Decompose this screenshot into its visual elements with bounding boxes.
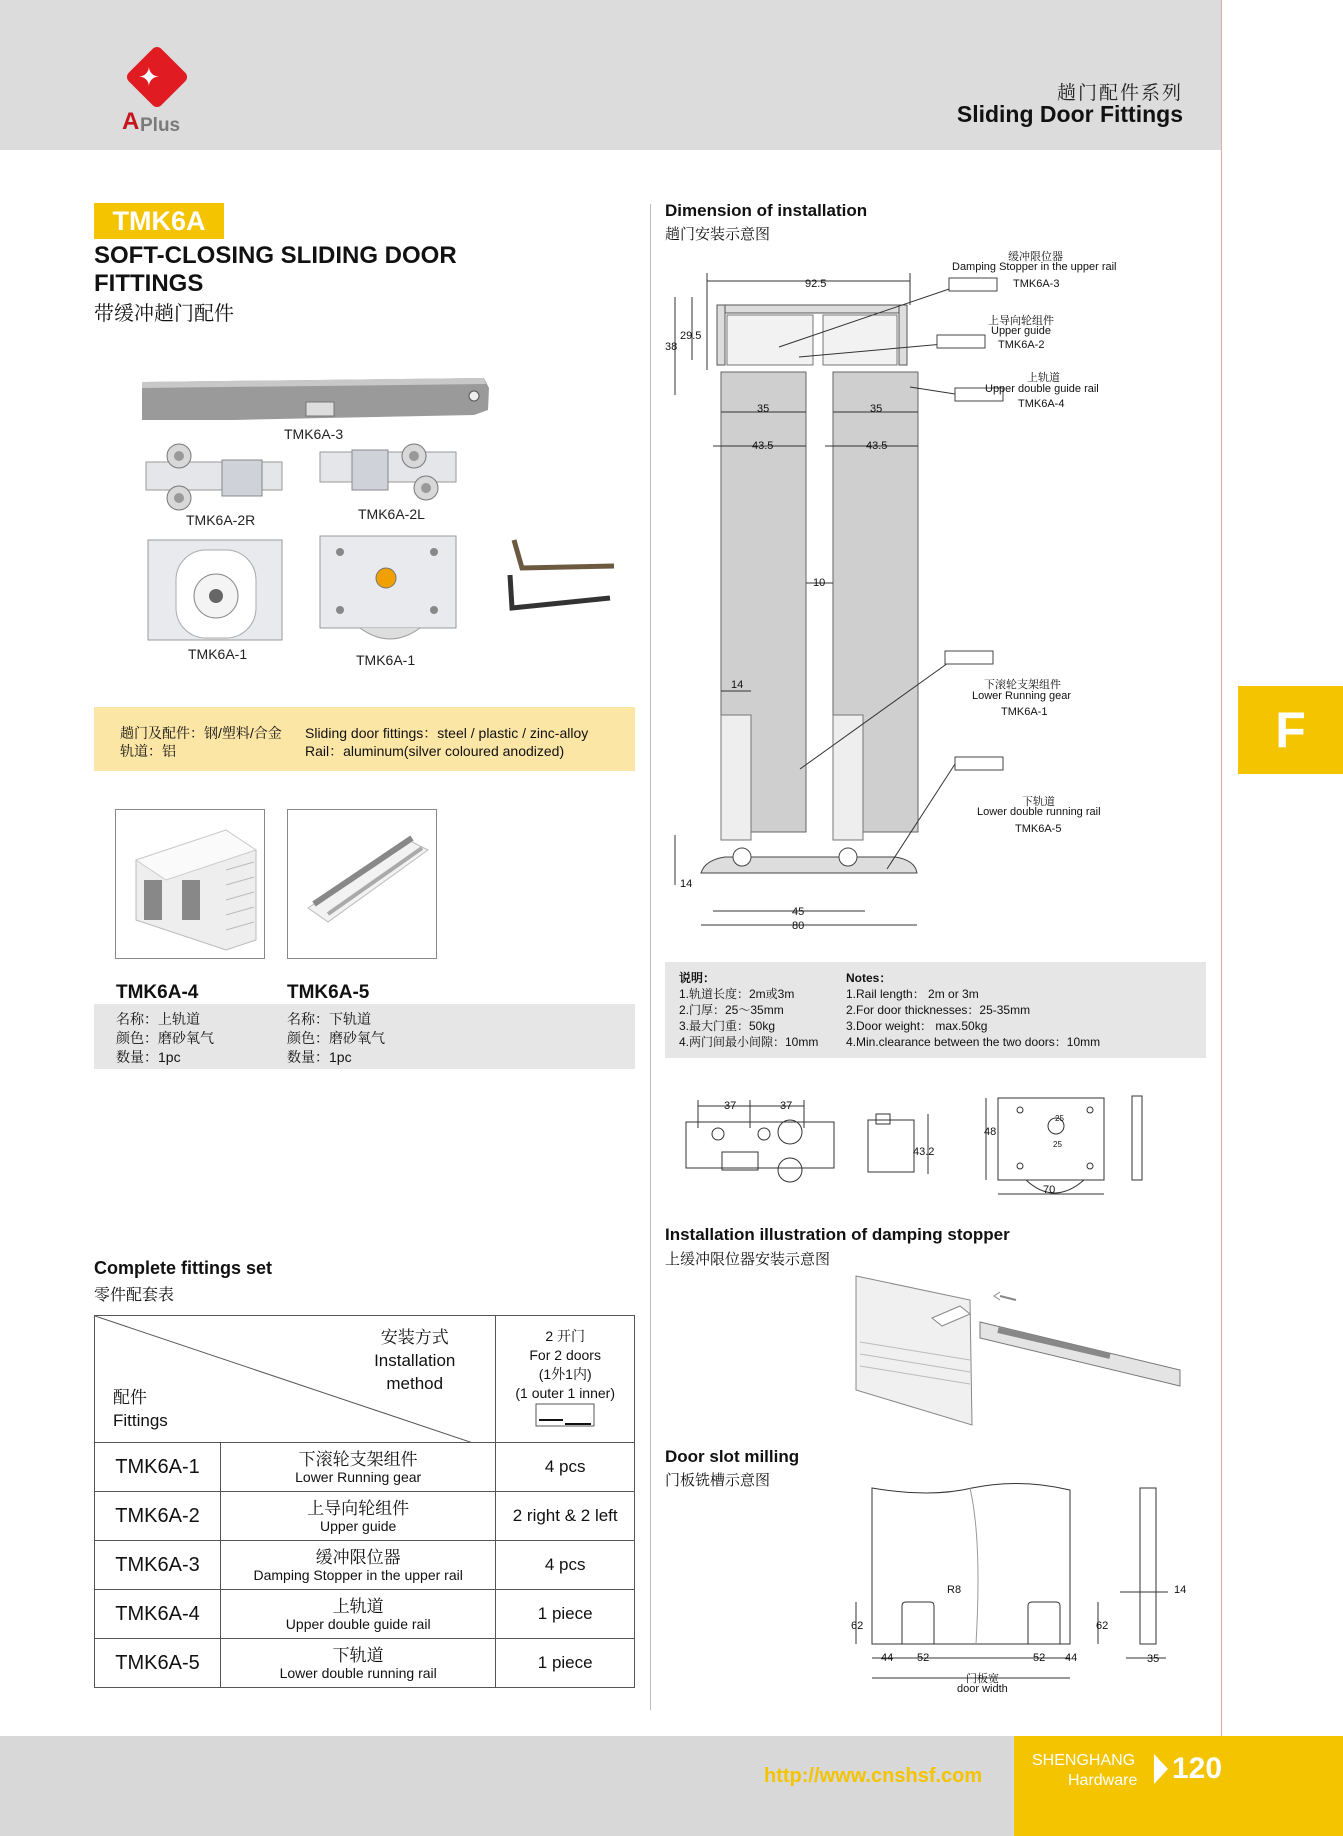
- materials-cn-2: 轨道：铝: [120, 743, 176, 759]
- row-desc-cn: 缓冲限位器: [315, 1547, 401, 1567]
- dim-43-5: 43.5: [752, 440, 774, 452]
- part-label: TMK6A-2R: [186, 512, 256, 528]
- part-label: TMK6A-1: [188, 646, 248, 662]
- note-en: 4.Min.clearance between the two doors：10mm: [846, 1035, 1101, 1049]
- callout-cn: 上轨道: [1027, 372, 1060, 384]
- upper-rail-image: [115, 809, 265, 959]
- doors-en: For 2 doors: [529, 1346, 601, 1363]
- dim-14: 14: [1174, 1584, 1187, 1596]
- rail-code: TMK6A-5: [287, 982, 370, 1003]
- row-code: TMK6A-3: [95, 1541, 221, 1590]
- materials-en-1: Sliding door fittings：steel / plastic / zinc-alloy: [305, 725, 589, 741]
- note-en: 2.For door thicknesses：25-35mm: [846, 1003, 1031, 1017]
- row-qty: 1 piece: [496, 1590, 635, 1639]
- notes-title-cn: 说明：: [679, 971, 716, 985]
- footer-brand-sub: Hardware: [1068, 1772, 1138, 1789]
- dim-44: 44: [1065, 1652, 1078, 1664]
- page-number: 120: [1172, 1752, 1223, 1785]
- dim-70: 70: [1043, 1184, 1056, 1196]
- installation-dimension-diagram: [665, 245, 1145, 935]
- row-desc-cn: 上导向轮组件: [307, 1498, 410, 1518]
- dim-44: 44: [881, 1652, 894, 1664]
- dim-37: 37: [780, 1100, 793, 1112]
- dim-37: 37: [724, 1100, 737, 1112]
- product-title-en: SOFT-CLOSING SLIDING DOOR FITTINGS: [94, 242, 457, 297]
- row-code: TMK6A-1: [95, 1443, 221, 1492]
- method-en2: method: [386, 1374, 444, 1393]
- materials-box: [94, 707, 635, 771]
- row-code: TMK6A-5: [95, 1639, 221, 1688]
- callout-en: Lower Running gear: [972, 690, 1072, 702]
- rail-spec-box: [94, 1004, 635, 1069]
- series-title-en: Sliding Door Fittings: [956, 101, 1183, 127]
- footer-brand-block: [1014, 1736, 1343, 1836]
- table-row: [95, 1541, 635, 1590]
- door-width-cn: 门板宽: [966, 1673, 999, 1685]
- note-cn: 3.最大门重：50kg: [679, 1019, 776, 1033]
- row-desc: [221, 1492, 496, 1541]
- spec-color: 颜色：磨砂氧气: [116, 1030, 214, 1046]
- damping-stopper-illustration: [850, 1270, 1190, 1430]
- website-link[interactable]: http://www.cnshsf.com: [764, 1765, 983, 1787]
- row-desc: [221, 1443, 496, 1492]
- two-door-icon: [535, 1403, 595, 1427]
- lower-running-gear-front-image: [148, 540, 282, 640]
- doors-en2: (1 outer 1 inner): [515, 1384, 615, 1401]
- row-desc-en: Upper double guide rail: [285, 1615, 431, 1632]
- lower-running-gear-back-image: [320, 536, 456, 639]
- dim-45: 45: [792, 906, 805, 918]
- dim-10: 10: [813, 577, 826, 589]
- slot-title-en: Door slot milling: [665, 1447, 800, 1466]
- row-desc: [221, 1590, 496, 1639]
- callout-code: TMK6A-2: [998, 339, 1045, 351]
- doors-cn2: (1外1内): [538, 1365, 592, 1382]
- dim-43-5: 43.5: [866, 440, 888, 452]
- method-cn: 安装方式: [380, 1328, 449, 1347]
- section-tab: F: [1238, 686, 1343, 774]
- note-cn: 4.两门间最小间隙：10mm: [679, 1035, 819, 1049]
- callout-cn: 上导向轮组件: [988, 315, 1054, 327]
- product-title-cn: 带缓冲趟门配件: [94, 303, 234, 325]
- upper-guide-right-image: [146, 444, 282, 510]
- part-label: TMK6A-1: [356, 652, 416, 668]
- row-qty: 4 pcs: [496, 1443, 635, 1492]
- note-en: 1.Rail length： 2m or 3m: [846, 987, 979, 1001]
- row-desc: [221, 1639, 496, 1688]
- callout-code: TMK6A-3: [1013, 278, 1060, 290]
- dim-35: 35: [757, 403, 770, 415]
- logo-brand: Plus: [140, 115, 181, 136]
- callout-cn: 下滚轮支架组件: [984, 679, 1061, 691]
- fittings-cn: 配件: [113, 1388, 147, 1407]
- upper-guide-left-image: [320, 444, 456, 500]
- rail-code: TMK6A-4: [116, 982, 199, 1003]
- row-code: TMK6A-2: [95, 1492, 221, 1541]
- row-qty: 4 pcs: [496, 1541, 635, 1590]
- doors-header: [496, 1316, 635, 1443]
- row-desc-cn: 下滚轮支架组件: [298, 1449, 418, 1469]
- dimension-title-cn: 趟门安装示意图: [665, 226, 771, 243]
- spec-color: 颜色：磨砂氧气: [287, 1030, 385, 1046]
- footer-brand: SHENGHANG: [1032, 1752, 1136, 1769]
- part-label: TMK6A-3: [284, 426, 344, 442]
- dim-52: 52: [1033, 1652, 1046, 1664]
- callout-code: TMK6A-5: [1015, 823, 1062, 835]
- fittings-table: [94, 1315, 635, 1688]
- notes-title-en: Notes：: [846, 971, 892, 985]
- dim-25: 25: [1055, 1114, 1064, 1123]
- dim-14: 14: [731, 679, 744, 691]
- row-desc-en: Lower Running gear: [295, 1468, 422, 1485]
- spec-qty: 数量：1pc: [116, 1049, 181, 1065]
- table-header-row: [95, 1316, 635, 1443]
- callout-cn: 缓冲限位器: [1008, 251, 1063, 263]
- row-desc: [221, 1541, 496, 1590]
- fittings-header: [113, 1386, 168, 1432]
- table-row: [95, 1492, 635, 1541]
- row-desc-en: Damping Stopper in the upper rail: [253, 1566, 463, 1583]
- dim-62: 62: [1096, 1620, 1109, 1632]
- dim-62: 62: [851, 1620, 864, 1632]
- dim-35: 35: [870, 403, 883, 415]
- dimension-title-en: Dimension of installation: [665, 201, 868, 220]
- dim-r8: R8: [947, 1584, 962, 1596]
- callout-code: TMK6A-4: [1018, 398, 1065, 410]
- row-code: TMK6A-4: [95, 1590, 221, 1639]
- column-divider: [650, 204, 651, 1710]
- row-desc-cn: 上轨道: [332, 1596, 384, 1616]
- materials-cn-1: 趟门及配件：钢/塑料/合金: [120, 725, 282, 741]
- slot-title-cn: 门板铣槽示意图: [665, 1472, 771, 1489]
- row-qty: 2 right & 2 left: [496, 1492, 635, 1541]
- product-code-tag: TMK6A: [94, 203, 224, 239]
- spec-name: 名称：上轨道: [116, 1011, 200, 1027]
- row-qty: 1 piece: [496, 1639, 635, 1688]
- callout-en: Upper double guide rail: [985, 383, 1099, 395]
- dim-25: 25: [1053, 1140, 1062, 1149]
- logo-star-icon: ✦: [138, 62, 160, 92]
- dim-29-5: 29.5: [680, 330, 702, 342]
- allen-key-image: [510, 540, 614, 608]
- part-label: TMK6A-2L: [358, 506, 425, 522]
- table-row: [95, 1590, 635, 1639]
- damping-stopper-image: [142, 378, 489, 420]
- dim-14: 14: [680, 878, 693, 890]
- materials-en-2: Rail：aluminum(silver coloured anodized): [305, 743, 565, 759]
- spec-name: 名称：下轨道: [287, 1011, 371, 1027]
- note-cn: 2.门厚：25～35mm: [679, 1003, 784, 1017]
- door-width-en: door width: [957, 1683, 1008, 1695]
- callout-code: TMK6A-1: [1001, 706, 1048, 718]
- fittings-title-cn: 零件配套表: [94, 1287, 175, 1304]
- callout-en: Damping Stopper in the upper rail: [952, 261, 1117, 273]
- dim-52: 52: [917, 1652, 930, 1664]
- row-desc-cn: 下轨道: [332, 1645, 384, 1665]
- doors-cn: 2 开门: [545, 1327, 586, 1344]
- dim-38: 38: [665, 341, 678, 353]
- table-row: [95, 1639, 635, 1688]
- row-desc-en: Upper guide: [320, 1517, 397, 1534]
- fittings-en: Fittings: [113, 1411, 168, 1430]
- table-row: [95, 1443, 635, 1492]
- door-slot-milling-diagram: [850, 1480, 1180, 1690]
- note-cn: 1.轨道长度：2m或3m: [679, 987, 795, 1001]
- part-dimension-drawings: [680, 1090, 1150, 1200]
- dim-80: 80: [792, 920, 805, 932]
- row-desc-en: Lower double running rail: [279, 1664, 437, 1681]
- dim-48: 48: [984, 1126, 997, 1138]
- fittings-title-en: Complete fittings set: [94, 1258, 273, 1278]
- notes-box: [665, 962, 1206, 1058]
- damping-title-en: Installation illustration of damping stopper: [665, 1225, 1010, 1244]
- dim-92-5: 92.5: [805, 278, 827, 290]
- callout-en: Upper guide: [991, 325, 1051, 337]
- lower-rail-image: [287, 809, 437, 959]
- damping-title-cn: 上缓冲限位器安装示意图: [665, 1251, 831, 1268]
- callout-en: Lower double running rail: [977, 806, 1101, 818]
- method-header: [374, 1326, 455, 1395]
- dim-43-2: 43.2: [913, 1146, 935, 1158]
- spec-qty: 数量：1pc: [287, 1049, 352, 1065]
- margin-rule: [1221, 0, 1222, 1836]
- table-diagonal-header: [95, 1316, 496, 1443]
- note-en: 3.Door weight： max.50kg: [846, 1019, 988, 1033]
- callout-cn: 下轨道: [1022, 796, 1055, 808]
- method-en1: Installation: [374, 1351, 456, 1370]
- dim-35: 35: [1147, 1653, 1160, 1665]
- series-title-cn: 趟门配件系列: [1056, 83, 1183, 104]
- logo-letter: A: [122, 108, 140, 135]
- arrow-right-icon: [1152, 1752, 1170, 1786]
